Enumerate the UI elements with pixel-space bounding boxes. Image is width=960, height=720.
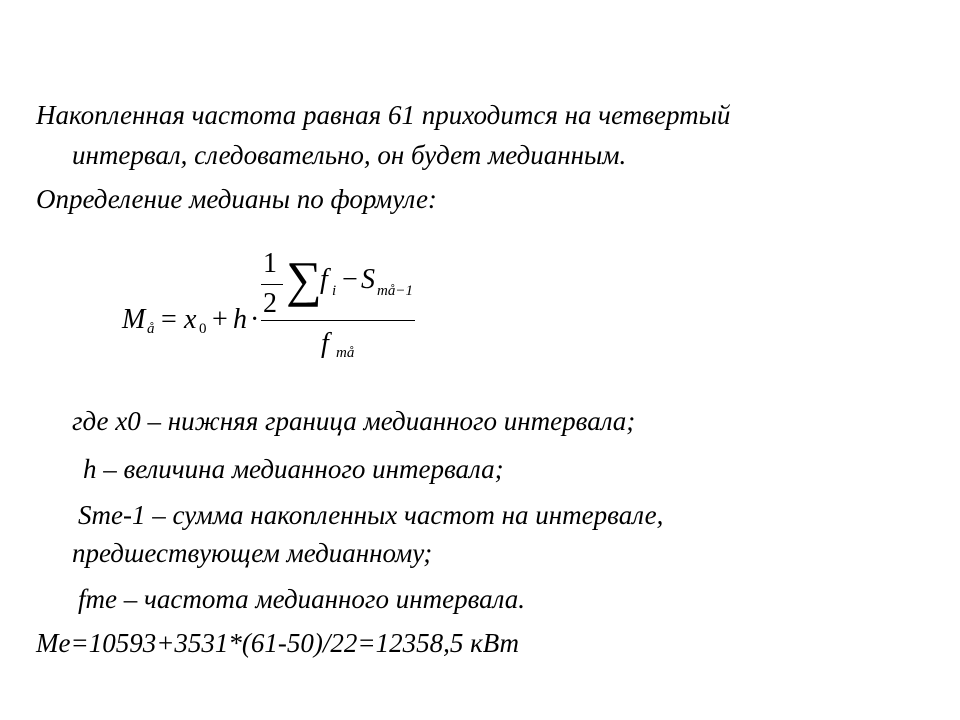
formula-half-bar bbox=[261, 284, 283, 285]
formula-equals: = bbox=[161, 304, 177, 335]
formula-x: x bbox=[184, 304, 197, 335]
formula-fme-subscript: må bbox=[336, 345, 355, 361]
formula-half-numerator: 1 bbox=[263, 248, 277, 279]
definition-sme-continued: предшествующем медианному; bbox=[72, 538, 433, 568]
formula-M-subscript: å bbox=[147, 321, 155, 337]
definition-h: h – величина медианного интервала; bbox=[83, 454, 504, 484]
paragraph-line: интервал, следовательно, он будет медианным. bbox=[72, 140, 627, 170]
formula-f: f bbox=[320, 264, 328, 295]
definition-sme: Sme-1 – сумма накопленных частот на интервале, bbox=[78, 500, 664, 530]
formula-half-denominator: 2 bbox=[263, 288, 277, 319]
paragraph-line: Определение медианы по формуле: bbox=[36, 184, 437, 214]
definition-fme: fme – частота медианного интервала. bbox=[78, 584, 525, 614]
formula-plus: + bbox=[212, 304, 228, 335]
result-line: Me=10593+3531*(61-50)/22=12358,5 кВт bbox=[36, 628, 520, 658]
formula-f-subscript: i bbox=[332, 283, 337, 299]
formula-dot: · bbox=[250, 304, 260, 335]
formula-S-subscript: må−1 bbox=[377, 283, 413, 299]
formula-M: M bbox=[122, 304, 146, 335]
formula-x-subscript: 0 bbox=[199, 321, 207, 337]
definition-x0: где x0 – нижняя граница медианного интервала; bbox=[72, 406, 636, 436]
formula-sigma: ∑ bbox=[286, 251, 322, 307]
formula-S: S bbox=[361, 264, 375, 295]
formula-h: h bbox=[233, 304, 247, 335]
formula-minus: − bbox=[342, 264, 358, 295]
formula-fme: f bbox=[321, 328, 329, 359]
paragraph-line: Накопленная частота равная 61 приходится на четвертый bbox=[36, 100, 731, 130]
formula-main-bar bbox=[261, 320, 415, 321]
